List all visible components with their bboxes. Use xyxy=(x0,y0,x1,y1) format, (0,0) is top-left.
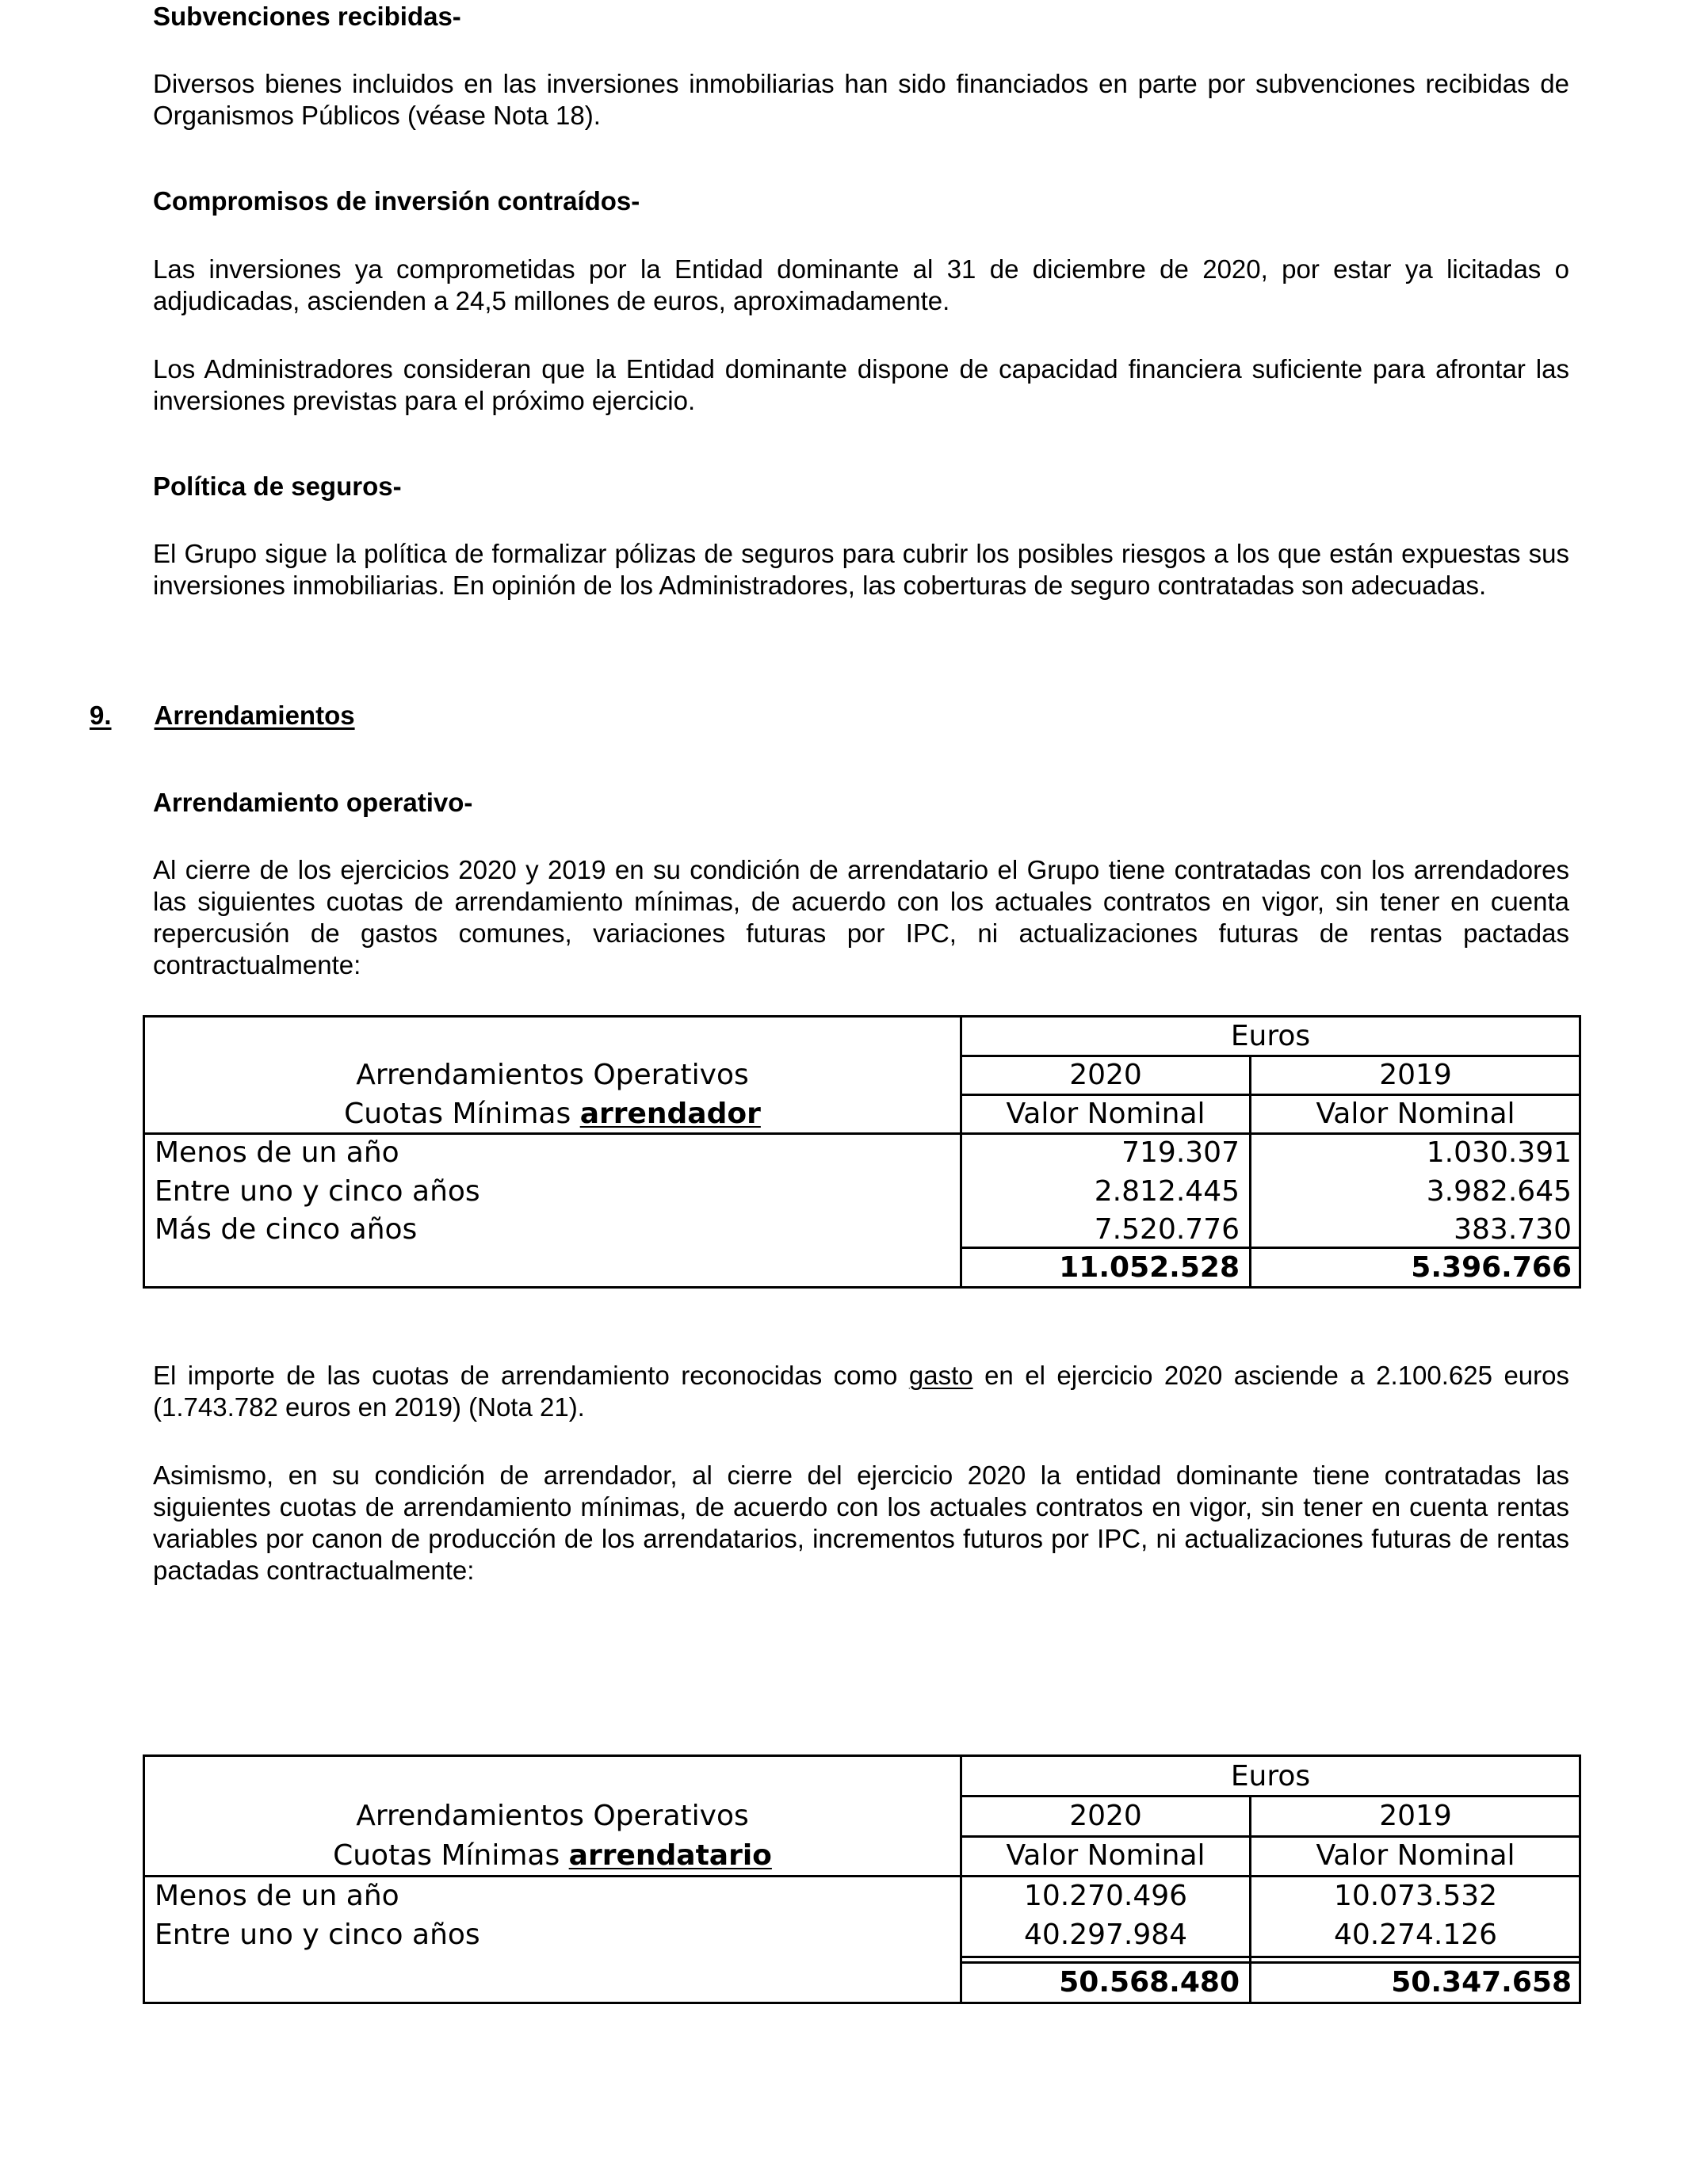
cell-2019: 40.274.126 xyxy=(1333,1919,1498,1951)
total-2020: 11.052.528 xyxy=(1059,1251,1240,1284)
subheader-valor-nominal-2020: Valor Nominal xyxy=(1006,1098,1205,1130)
total-2019: 5.396.766 xyxy=(1411,1251,1572,1284)
table-title-line2 xyxy=(145,1095,960,1133)
paragraph-arrendamientos-intro: Al cierre de los ejercicios 2020 y 2019 en su condición de arrendatario el Grupo tiene contratadas con los arrendadores las siguientes cuotas de arrendamiento mínimas, de acuerdo con los actuales contratos en vigor, sin tener en cuenta repercusión de gastos comunes, variaciones futuras por IPC, ni actualizaciones futuras de rentas pactadas contractualmente: xyxy=(153,855,1569,979)
year-header-2019: 2019 xyxy=(1379,1800,1452,1832)
total-2019: 50.347.658 xyxy=(1391,1966,1572,1999)
year-header-2019: 2019 xyxy=(1379,1059,1452,1091)
gasto-text-after: en el ejercicio 2020 asciende a 2.100.625 euros (1.743.782 euros en 2019) (Nota 21). xyxy=(153,1361,1569,1422)
paragraph-compromisos-2: Los Administradores consideran que la Entidad dominante dispone de capacidad financiera suficiente para afrontar las inversiones previstas para el próximo ejercicio. xyxy=(153,354,1569,415)
paragraph-subvenciones: Diversos bienes incluidos en las inversiones inmobiliarias han sido financiados en parte por subvenciones recibidas de Organismos Públicos (véase Nota 18). xyxy=(153,69,1569,130)
table-arrendador xyxy=(143,1015,1581,1289)
cell-2019: 1.030.391 xyxy=(1426,1136,1572,1169)
table-title-prefix: Cuotas Mínimas xyxy=(344,1098,580,1130)
subheader-valor-nominal-2019: Valor Nominal xyxy=(1316,1098,1515,1130)
cell-2020: 10.270.496 xyxy=(1023,1880,1188,1912)
section-title-text: Arrendamientos xyxy=(154,701,355,730)
table-title-prefix: Cuotas Mínimas xyxy=(333,1839,569,1872)
section-title xyxy=(90,700,355,731)
cell-2020: 40.297.984 xyxy=(1023,1919,1188,1951)
row-label: Menos de un año xyxy=(155,1880,399,1912)
year-header-2020: 2020 xyxy=(1069,1800,1142,1832)
cell-2019: 3.982.645 xyxy=(1426,1175,1572,1208)
table-title-role: arrendatario xyxy=(568,1839,772,1872)
table-title-line2 xyxy=(145,1837,960,1875)
heading-arrendamiento-operativo: Arrendamiento operativo- xyxy=(153,788,473,817)
cell-2019: 10.073.532 xyxy=(1333,1880,1498,1912)
paragraph-asimismo: Asimismo, en su condición de arrendador, al cierre del ejercicio 2020 la entidad dominante tiene contratadas las siguientes cuotas de arrendamiento mínimas, de acuerdo con los actuales contratos en vigor, sin tener en cuenta rentas variables por canon de producción de los arrendatarios, incrementos futuros por IPC, ni actualizaciones futuras de rentas pactadas contractualmente: xyxy=(153,1460,1569,1585)
year-header-2020: 2020 xyxy=(1069,1059,1142,1091)
cell-2020: 719.307 xyxy=(1121,1136,1240,1169)
cell-2020: 2.812.445 xyxy=(1094,1175,1240,1208)
currency-header: Euros xyxy=(1230,1020,1311,1052)
row-label: Entre uno y cinco años xyxy=(155,1175,480,1208)
currency-header: Euros xyxy=(1230,1760,1311,1793)
row-label: Entre uno y cinco años xyxy=(155,1919,480,1951)
row-label: Más de cinco años xyxy=(155,1213,418,1246)
section-number: 9. xyxy=(90,701,112,730)
subheader-valor-nominal-2019: Valor Nominal xyxy=(1316,1839,1515,1872)
table-title-line1: Arrendamientos Operativos xyxy=(356,1800,749,1832)
paragraph-compromisos-1: Las inversiones ya comprometidas por la Entidad dominante al 31 de diciembre de 2020, por estar ya licitadas o adjudicadas, ascienden a 24,5 millones de euros, aproximadamente. xyxy=(153,254,1569,315)
table-title-role: arrendador xyxy=(579,1098,761,1130)
table-title-line1: Arrendamientos Operativos xyxy=(356,1059,749,1091)
heading-subvenciones: Subvenciones recibidas- xyxy=(153,2,461,31)
cell-2020: 7.520.776 xyxy=(1094,1213,1240,1246)
gasto-word: gasto xyxy=(908,1361,973,1390)
gasto-text-before: El importe de las cuotas de arrendamiento reconocidas como xyxy=(153,1361,909,1390)
row-label: Menos de un año xyxy=(155,1136,399,1169)
heading-seguros: Política de seguros- xyxy=(153,472,402,501)
heading-compromisos: Compromisos de inversión contraídos- xyxy=(153,186,640,216)
total-2020: 50.568.480 xyxy=(1059,1966,1240,1999)
subheader-valor-nominal-2020: Valor Nominal xyxy=(1006,1839,1205,1872)
paragraph-seguros: El Grupo sigue la política de formalizar pólizas de seguros para cubrir los posibles riesgos a los que están expuestas sus inversiones inmobiliarias. En opinión de los Administradores, las coberturas de seguro contratadas son adecuadas. xyxy=(153,539,1569,600)
cell-2019: 383.730 xyxy=(1454,1213,1572,1246)
paragraph-gasto xyxy=(153,1360,1569,1423)
table-arrendatario xyxy=(143,1754,1581,2004)
